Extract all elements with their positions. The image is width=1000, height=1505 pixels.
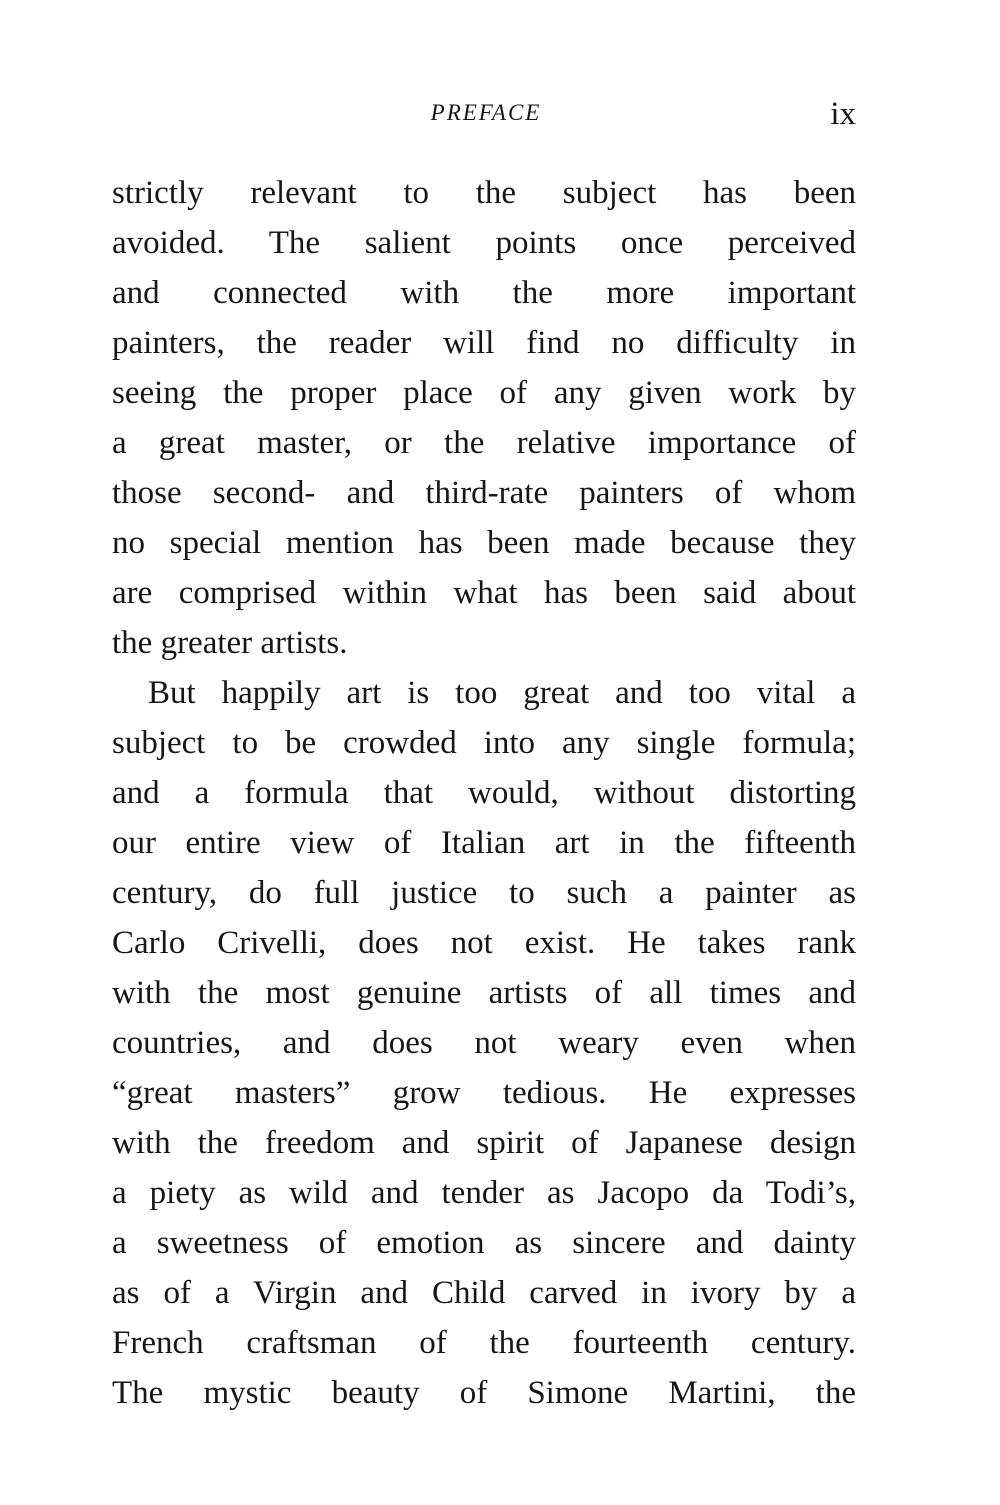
text-line: But happily art is too great and too vital a [148, 675, 856, 711]
text-line: seeing the proper place of any given work by [112, 375, 856, 411]
text-line: and a formula that would, without distorting [112, 775, 856, 811]
text-line: are comprised within what has been said about [112, 575, 856, 611]
text-line: Carlo Crivelli, does not exist. He takes rank [112, 925, 856, 961]
running-title: PREFACE [430, 100, 542, 125]
text-line: the greater artists. [112, 625, 348, 661]
text-line: subject to be crowded into any single formula; [112, 725, 856, 761]
text-line: a sweetness of emotion as sincere and dainty [112, 1225, 856, 1261]
paragraph-2 [112, 668, 856, 1418]
text-line: our entire view of Italian art in the fifteenth [112, 825, 856, 861]
text-line: those second- and third-rate painters of whom [112, 475, 856, 511]
page-number: ix [830, 96, 856, 132]
text-line: “great masters” grow tedious. He expresses [112, 1075, 856, 1111]
text-line: strictly relevant to the subject has been [112, 175, 856, 211]
text-line: with the most genuine artists of all times and [112, 975, 856, 1011]
text-line: as of a Virgin and Child carved in ivory by a [112, 1275, 856, 1311]
paragraph-1 [112, 168, 856, 668]
text-line: a great master, or the relative importance of [112, 425, 856, 461]
text-line: a piety as wild and tender as Jacopo da Todi’s, [112, 1175, 856, 1211]
text-line: French craftsman of the fourteenth century. [112, 1325, 856, 1361]
text-line: and connected with the more important [112, 275, 856, 311]
text-line: The mystic beauty of Simone Martini, the [112, 1375, 856, 1411]
text-line: century, do full justice to such a painter as [112, 875, 856, 911]
text-line: painters, the reader will find no difficulty in [112, 325, 856, 361]
text-line: with the freedom and spirit of Japanese design [112, 1125, 856, 1161]
text-line: no special mention has been made because they [112, 525, 856, 561]
text-line: countries, and does not weary even when [112, 1025, 856, 1061]
text-line: avoided. The salient points once perceived [112, 225, 856, 261]
running-head [112, 96, 856, 136]
body-text [112, 168, 856, 1418]
